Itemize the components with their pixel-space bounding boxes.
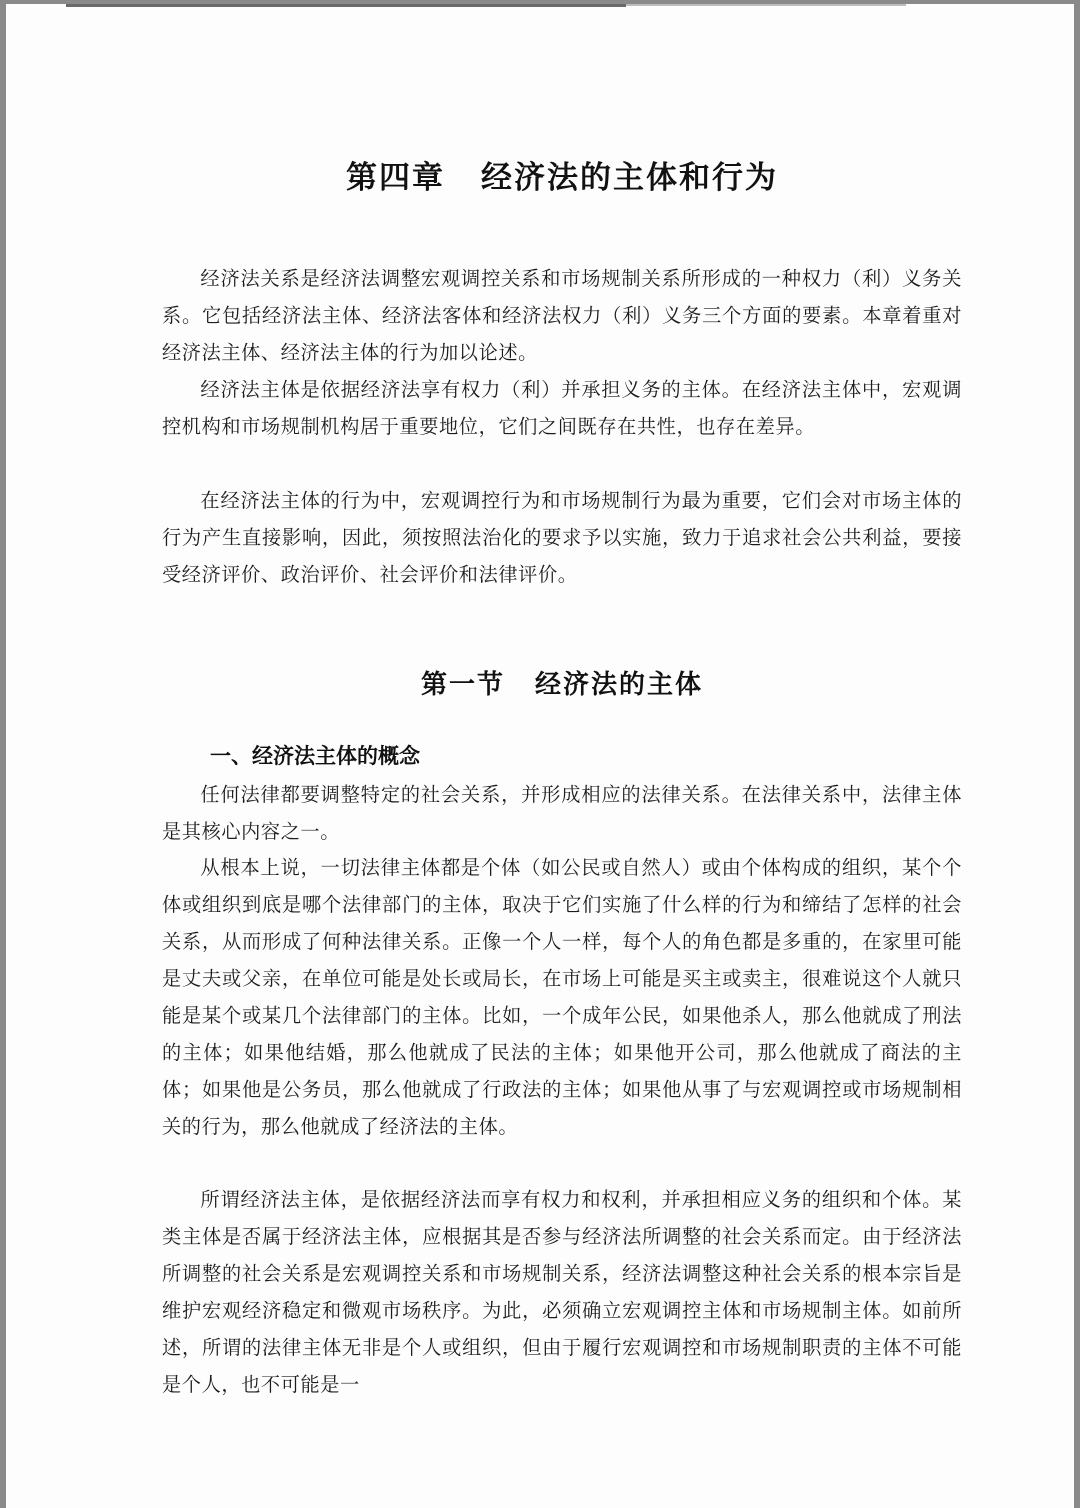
chapter-name: 经济法的主体和行为 [481, 160, 778, 196]
body-paragraph: 从根本上说，一切法律主体都是个体（如公民或自然人）或由个体构成的组织，某个个体或组织到底是哪个法律部门的主体，取决于它们实施了什么样的行为和缔结了怎样的社会关系，从而形成了何种法律关系。正像一个人一样，每个人的角色都是多重的，在家里可能是丈夫或父亲，在单位可能是处长或局长，在市场上可能是买主或卖主，很难说这个人就只能是某个或某几个法律部门的主体。比如，一个成年公民，如果他杀人，那么他就成了刑法的主体；如果他结婚，那么他就成了民法的主体；如果他开公司，那么他就成了商法的主体；如果他是公务员，那么他就成了行政法的主体；如果他从事了与宏观调控或市场规制相关的行为，那么他就成了经济法的主体。 [162, 856, 962, 1138]
subsection-title: 一、经济法主体的概念 [210, 744, 420, 768]
chapter-title [162, 152, 962, 197]
intro-paragraph: 经济法主体是依据经济法享有权力（利）并承担义务的主体。在经济法主体中，宏观调控机构和市场规制机构居于重要地位，它们之间既存在共性，也存在差异。 [162, 378, 962, 438]
section-name: 经济法的主体 [535, 670, 704, 700]
scan-top-edge [66, 4, 626, 7]
body-paragraph: 所谓经济法主体，是依据经济法而享有权力和权利，并承担相应义务的组织和个体。某类主体是否属于经济法主体，应根据其是否参与经济法所调整的社会关系而定。由于经济法所调整的社会关系是宏观调控关系和市场规制关系，经济法调整这种社会关系的根本宗旨是维护宏观经济稳定和微观市场秩序。为此，必须确立宏观调控主体和市场规制主体。如前所述，所谓的法律主体无非是个人或组织，但由于履行宏观调控和市场规制职责的主体不可能是个人，也不可能是一 [162, 1188, 962, 1396]
section-number: 第一节 [420, 670, 505, 700]
intro-paragraph: 经济法关系是经济法调整宏观调控关系和市场规制关系所形成的一种权力（利）义务关系。它包括经济法主体、经济法客体和经济法权力（利）义务三个方面的要素。本章着重对经济法主体、经济法主体的行为加以论述。 [162, 267, 962, 364]
document-page [6, 4, 1074, 1508]
body-paragraph: 任何法律都要调整特定的社会关系，并形成相应的法律关系。在法律关系中，法律主体是其核心内容之一。 [162, 783, 962, 843]
intro-paragraph: 在经济法主体的行为中，宏观调控行为和市场规制行为最为重要，它们会对市场主体的行为产生直接影响，因此，须按照法治化的要求予以实施，致力于追求社会公共利益，要接受经济评价、政治评价、社会评价和法律评价。 [162, 489, 962, 586]
scan-top-edge-light [626, 4, 906, 6]
chapter-number: 第四章 [346, 160, 445, 196]
section-title [162, 664, 962, 701]
